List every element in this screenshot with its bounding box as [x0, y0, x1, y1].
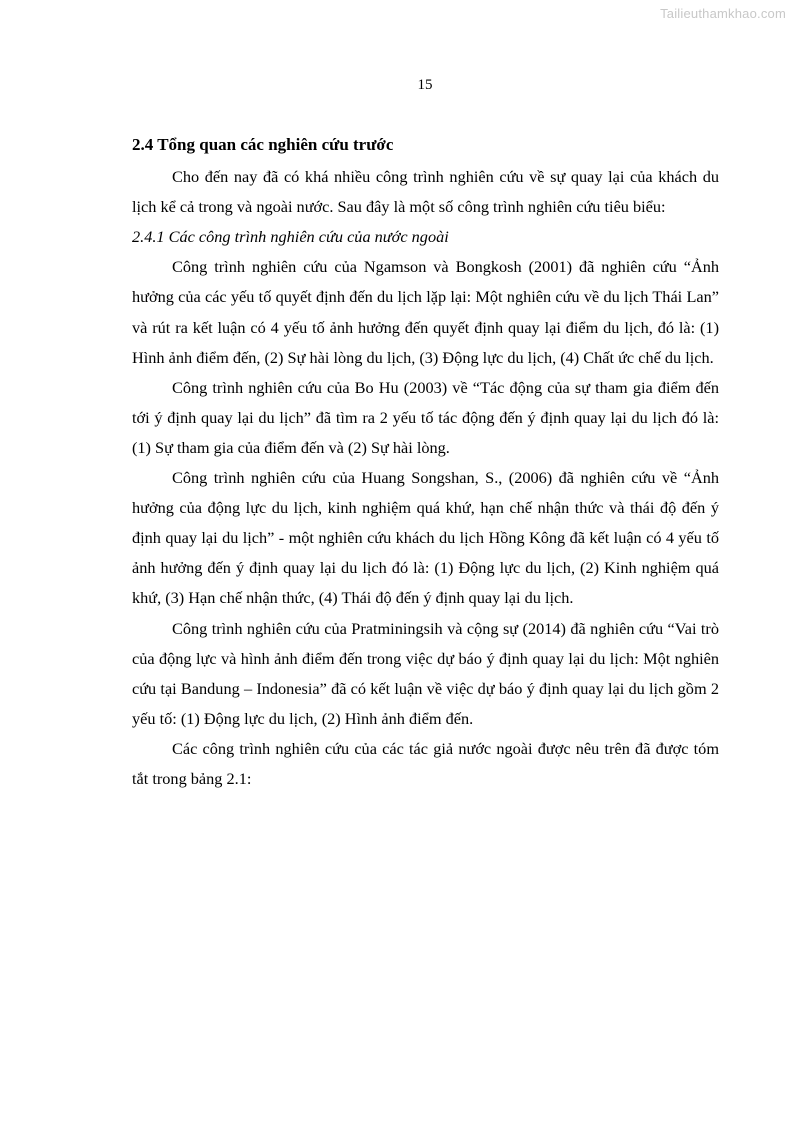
section-heading: 2.4 Tổng quan các nghiên cứu trước	[132, 135, 394, 154]
subsection-heading: 2.4.1 Các công trình nghiên cứu của nước ngoài	[132, 227, 449, 247]
watermark-text: Tailieuthamkhao.com	[660, 6, 786, 21]
paragraph-huang: Công trình nghiên cứu của Huang Songshan, S., (2006) đã nghiên cứu về “Ảnh hưởng của động lực du lịch, kinh nghiệm quá khứ, hạn chế nhận thức và thái độ đến ý định quay lại du lịch” - một nghiên cứu khách du lịch Hồng Kông đã kết luận có 4 yếu tố ảnh hưởng đến ý định quay lại du lịch đó là: (1) Động lực du lịch, (2) Kinh nghiệm quá khứ, (3) Hạn chế nhận thức, (4) Thái độ đến ý định quay lại du lịch.	[132, 468, 719, 608]
page-number: 15	[417, 77, 433, 93]
paragraph-ngamson: Công trình nghiên cứu của Ngamson và Bongkosh (2001) đã nghiên cứu “Ảnh hưởng của các yếu tố quyết định đến du lịch lặp lại: Một nghiên cứu về du lịch Thái Lan” và rút ra kết luận có 4 yếu tố ảnh hưởng đến quyết định quay lại điểm du lịch, đó là: (1) Hình ảnh điểm đến, (2) Sự hài lòng du lịch, (3) Động lực du lịch, (4) Chất ức chế du lịch.	[132, 257, 719, 367]
intro-paragraph: Cho đến nay đã có khá nhiều công trình nghiên cứu về sự quay lại của khách du lịch kể cả trong và ngoài nước. Sau đây là một số công trình nghiên cứu tiêu biểu:	[132, 167, 719, 217]
paragraph-summary: Các công trình nghiên cứu của các tác giả nước ngoài được nêu trên đã được tóm tắt trong bảng 2.1:	[132, 738, 719, 788]
paragraph-bo-hu: Công trình nghiên cứu của Bo Hu (2003) về “Tác động của sự tham gia điểm đến tới ý định quay lại du lịch” đã tìm ra 2 yếu tố tác động đến ý định quay lại du lịch đó là: (1) Sự tham gia của điểm đến và (2) Sự hài lòng.	[132, 377, 719, 457]
document-body	[132, 130, 719, 794]
paragraph-pratminingsih: Công trình nghiên cứu của Pratminingsih và cộng sự (2014) đã nghiên cứu “Vai trò của động lực và hình ảnh điểm đến trong việc dự báo ý định quay lại du lịch: Một nghiên cứu tại Bandung – Indonesia” đã có kết luận về việc dự báo ý định quay lại du lịch gồm 2 yếu tố: (1) Động lực du lịch, (2) Hình ảnh điểm đến.	[132, 618, 719, 728]
